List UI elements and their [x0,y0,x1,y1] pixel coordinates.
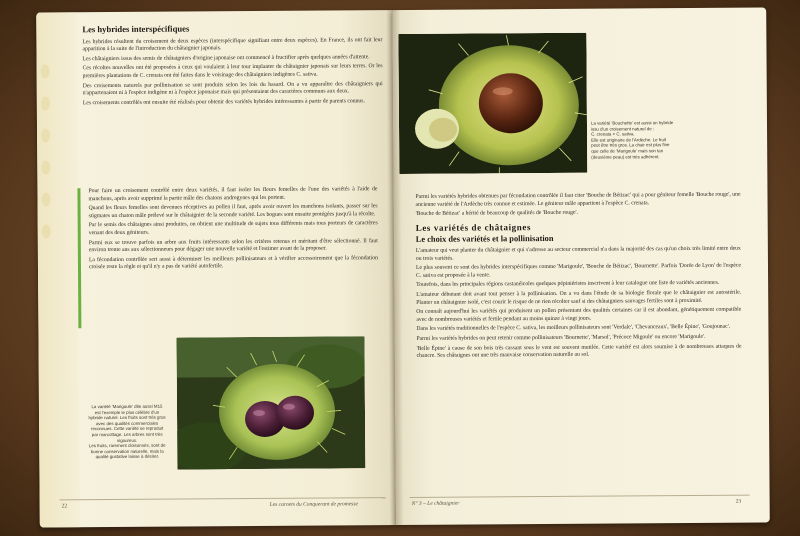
box-paragraph: La fécondation contrôlée sert aussi à déterminer les meilleurs pollinisateurs et à vérifier accessoirement que la fécondation croisée reste la règle et qu'il n'y a pas de variété autofertile. [88,254,378,271]
left-paragraph: Ces récoltes nouvelles ont été proposées à ceux qui voulaient à leur tour implanter du châtaignier japonais sur leurs terres. Or les premières plantations de C. crenata ont été faites dans le voisinage des châtaigniers indigènes C. sativa. [82,63,383,80]
right-paragraph: Dans les variétés traditionnelles de l'espèce C. sativa, les meilleurs pollinisateurs sont 'Verdale', 'Chevanceaux', 'Belle Épine', 'Goujounac'. [416,324,731,333]
pollination-box [77,186,378,328]
right-footer-rule [410,495,750,498]
left-paragraph: Les hybrides résultent du croisement de deux espèces (interspécifique signifiant entre deux espèces). En France, ils ont fait leur apparition à la suite de l'introduction du châtaignier japonais. [82,36,383,53]
chestnut-burr-image-2 [398,33,587,174]
subsection-title: Le choix des variétés et la pollinisation [415,234,554,245]
right-paragraph: Le plus souvent ce sont des hybrides interspécifiques comme 'Marigoule', 'Bouche de Bétizac', 'Bournette'. Parfois 'Dorée de Lyon' de l'espèce C. sativa est proposée à la vente. [415,262,742,279]
left-text-column [82,24,383,109]
left-heading: Les hybrides interspécifiques [82,23,190,35]
marigoule-caption: La variété 'Marigoule' dite aussi M15 est l'exemple le plus célèbre d'un hybride naturel. Les fruits sont très gros avec des qualités commerciales reconnues. Cette variété se reproduit par marcottage. Les arbres sont très vigoureux. Les fruits, rarement cloisonnés, sont de bonne conservation naturelle, mais la qualité gustative laisse à désirer. [88,403,166,460]
left-paragraph: Des croisements naturels par pollinisation se sont produits selon les lois du hasard. On a vu apparaître des châtaigniers qui n'appartenaient ni à l'espèce indigène ni à l'espèce japonaise mais qui présentaient des caractères communs aux deux. [82,80,383,97]
right-running-footer: N° 3 – Le châtaignier [411,500,460,507]
right-paragraph: Toutefois, dans les principales régions castanéicoles quelques pépiniéristes inscrivent à leur catalogue une liste de variétés anciennes. [416,280,720,289]
box-paragraph: Par le semis des châtaignes ainsi produites, on obtient une multitude de sujets tous différents mais tous porteurs de caractères venant des deux géniteurs. [88,220,378,237]
open-book [36,7,770,530]
right-paragraph: Parmi les variétés hybrides on peut retenir comme pollinisateurs 'Bournette', 'Marsol', 'Précoce Migoule' ou encore 'Marigoule'. [416,333,706,342]
box-paragraph: Pour faire un croisement contrôlé entre deux variétés, il faut isoler les fleurs femelles de l'une des variétés à l'aide de manchons, après avoir supprimé la partie mâle des chatons androgynes qui les portent. [88,186,378,202]
box-paragraph: Parmi eux se trouve parfois un arbre aux fruits intéressants selon les critères retenus et méritant d'être sélectionné. Il faut environ trente ans aux sélectionneurs pour dégager une nouvelle variété et l'estimer avant de la proposer. [88,237,378,254]
right-intro-paragraph: Parmi les variétés hybrides obtenues par fécondation contrôlée il faut citer 'Bouche de Bétizac' qui a pour géniteur femelle 'Bouche rouge', une ancienne variété de l'Ardèche très connue et estimée. Le géniteur mâle appartient à l'espèce C. crenata. [415,191,741,208]
left-footer-rule [60,497,386,500]
chestnut-burr-image [176,336,365,469]
thumb-index-marks [41,64,52,256]
right-text-column [415,192,741,363]
right-paragraph: 'Belle Épine' à cause de son bois très cassant sous le vent est souvent mutilée. Cette variété est alors soumise à de nombreuses attaques de chancre. Ses châtaignes ont une très mauvaise conservation naturelle au sol. [416,343,742,360]
right-paragraph: L'amateur débutant doit avant tout penser à la pollinisation. On a vu dans l'étude de sa biologie florale que le châtaignier est autostérile. Planter un châtaignier isolé, c'est courir le risque de ne rien récolter sauf si des châtaigniers sauvages fertiles sont à proximité. [416,289,742,306]
box-paragraph: Quand les fleurs femelles sont devenues réceptives au pollen il faut, après avoir ouvert les manchons isolants, passer sur les stigmates un chaton mâle prélevé sur le châtaignier de la seconde variété. Les bogues sont ensuite protégées jusqu'à la récolte. [88,203,378,219]
bouchette-chestnut-photo [398,33,587,174]
bouchette-caption: La variété 'Bouchette' est aussi un hybride issu d'un croisement naturel de : C. crenata × C. sativa. Elle est originaire de l'Ardèche. Le fruit peut être très gros. La chair est plus fine que celle de 'Marigoule' mais son tan (deuxième peau) est très adhérent. [590,120,674,160]
left-page-number: 22 [61,503,68,510]
section-title: Les variétés de châtaignes [415,221,532,233]
marigoule-chestnut-photo [176,336,365,469]
left-paragraph: Les châtaigniers issus des semis de châtaigniers d'origine japonaise ont commencé à fructifier après quelques années d'attente. [82,54,370,63]
right-page [392,7,770,525]
right-intro-paragraph: 'Bouche de Bétizac' a hérité de beaucoup de qualités de 'Bouche rouge'. [415,209,578,218]
right-paragraph: L'amateur qui veut planter du châtaignier et qui s'adresse au secteur commercial n'a dans la majorité des cas qu'un choix très limité entre deux ou trois variétés. [415,245,741,262]
right-paragraph: On connaît aujourd'hui les variétés qui produisent un pollen présentant des qualités certaines car il est abondant, génétiquement compatible avec de nombreuses variétés et fertile pendant au moins quinze à vingt jours. [416,306,742,323]
right-page-number: 23 [735,498,742,505]
left-page [36,10,396,527]
left-paragraph: Les croisements contrôlés ont ensuite été réalisés pour obtenir des variétés hybrides intéressantes à partir de parents connus. [82,98,365,106]
left-running-footer: Les carnets du Conquerant de promesse [269,501,358,508]
